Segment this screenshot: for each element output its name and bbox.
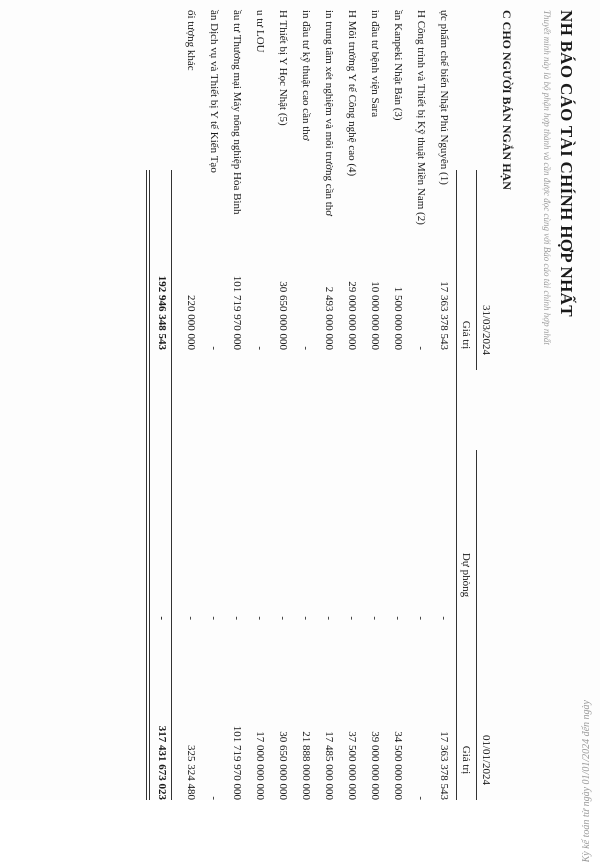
section-title: C CHO NGƯỜI BÁN NGẮN HẠN xyxy=(500,10,514,190)
table-cell-current: - xyxy=(415,346,427,350)
table-row-label: ìn đầu tư bệnh viện Sara xyxy=(369,10,381,118)
table-row-label: H Môi trường Y tế Công nghệ cao (4) xyxy=(346,10,358,177)
table-cell-previous: 39 000 000 000 xyxy=(369,731,381,800)
table-cell-current: 1 500 000 000 xyxy=(392,286,404,350)
table-cell-current: 220 000 000 xyxy=(185,295,197,350)
table-cell-previous: 37 500 000 000 xyxy=(346,731,358,800)
table-cell-current: 10 000 000 000 xyxy=(369,281,381,350)
table-cell-provision: - xyxy=(346,616,358,620)
total-double-rule xyxy=(149,170,150,800)
table-cell-provision: - xyxy=(438,616,450,620)
table-cell-provision: - xyxy=(392,616,404,620)
table-cell-current: - xyxy=(300,346,312,350)
table-cell-previous: 34 500 000 000 xyxy=(392,731,404,800)
table-row-label: in đầu tư kỹ thuật cao cần thơ xyxy=(300,10,312,141)
header-rule xyxy=(456,170,457,800)
table-cell-provision: - xyxy=(231,616,243,620)
table-row-label: ực phẩm chế biến Nhật Phú Nguyên (1) xyxy=(438,10,450,185)
table-cell-current: - xyxy=(208,346,220,350)
table-cell-previous: - xyxy=(415,796,427,800)
total-double-rule xyxy=(146,170,147,800)
table-cell-previous: 17 363 378 543 xyxy=(438,731,450,800)
table-row-label: ần Dịch vụ và Thiết bị Y tế Kiến Tạo xyxy=(208,10,220,173)
total-current: 192 946 348 543 xyxy=(156,275,168,350)
col-provision-header: Dự phòng xyxy=(460,552,472,598)
table-cell-provision: - xyxy=(185,616,197,620)
table-row-label: H Thiết bị Y Học Nhật (5) xyxy=(277,10,289,126)
table-cell-previous: 30 650 000 000 xyxy=(277,731,289,800)
table-row-label: in trung tâm xét nghiệm và môi trường cần thơ xyxy=(323,10,335,217)
table-cell-previous: 17 000 000 000 xyxy=(254,731,266,800)
table-row-label: ầu tư Thương mại Máy nông nghiệp Hòa Bình xyxy=(231,10,243,215)
table-cell-provision: - xyxy=(277,616,289,620)
period-current-header: 31/03/2024 xyxy=(480,304,492,356)
page-title: NH BÁO CÁO TÀI CHÍNH HỢP NHẤT xyxy=(557,10,576,317)
table-cell-previous: 21 888 000 000 xyxy=(300,731,312,800)
col-value-header: Giá trị xyxy=(460,320,472,350)
col-value-prev-header: Giá trị xyxy=(460,745,472,775)
table-cell-current: 29 000 000 000 xyxy=(346,281,358,350)
table-cell-provision: - xyxy=(300,616,312,620)
table-cell-provision: - xyxy=(415,616,427,620)
table-cell-provision: - xyxy=(208,616,220,620)
table-cell-provision: - xyxy=(369,616,381,620)
table-cell-previous: - xyxy=(208,796,220,800)
running-header: Kỳ kế toán từ ngày 01/01/2024 đến ngày xyxy=(581,700,592,862)
table-row-label: H Công trình và Thiết bị Kỹ thuật Miền Nam (2) xyxy=(415,10,427,225)
period-previous-header: 01/01/2024 xyxy=(480,734,492,786)
table-cell-provision: - xyxy=(254,616,266,620)
total-provision: - xyxy=(156,616,168,620)
table-cell-current: 17 363 378 543 xyxy=(438,281,450,350)
table-cell-previous: 101 719 970 000 xyxy=(231,725,243,800)
total-previous: 317 431 673 023 xyxy=(156,725,168,800)
table-cell-provision: - xyxy=(323,616,335,620)
page-subtitle: Thuyết minh này là bộ phận hợp thành và cần được đọc cùng với Báo cáo tài chính hợp nhất xyxy=(542,10,552,345)
table-cell-current: 101 719 970 000 xyxy=(231,275,243,350)
table-cell-previous: 17 485 000 000 xyxy=(323,731,335,800)
total-rule xyxy=(171,170,172,800)
table-cell-previous: 325 324 480 xyxy=(185,745,197,800)
table-row-label: ối tượng khác xyxy=(185,10,197,71)
header-rule xyxy=(476,170,477,370)
table-cell-current: - xyxy=(254,346,266,350)
table-row-label: u tư LOU xyxy=(254,10,266,53)
table-cell-current: 30 650 000 000 xyxy=(277,281,289,350)
table-row-label: ần Kanpeki Nhật Bản (3) xyxy=(392,10,404,121)
header-rule xyxy=(476,450,477,800)
table-cell-current: 2 493 000 000 xyxy=(323,286,335,350)
